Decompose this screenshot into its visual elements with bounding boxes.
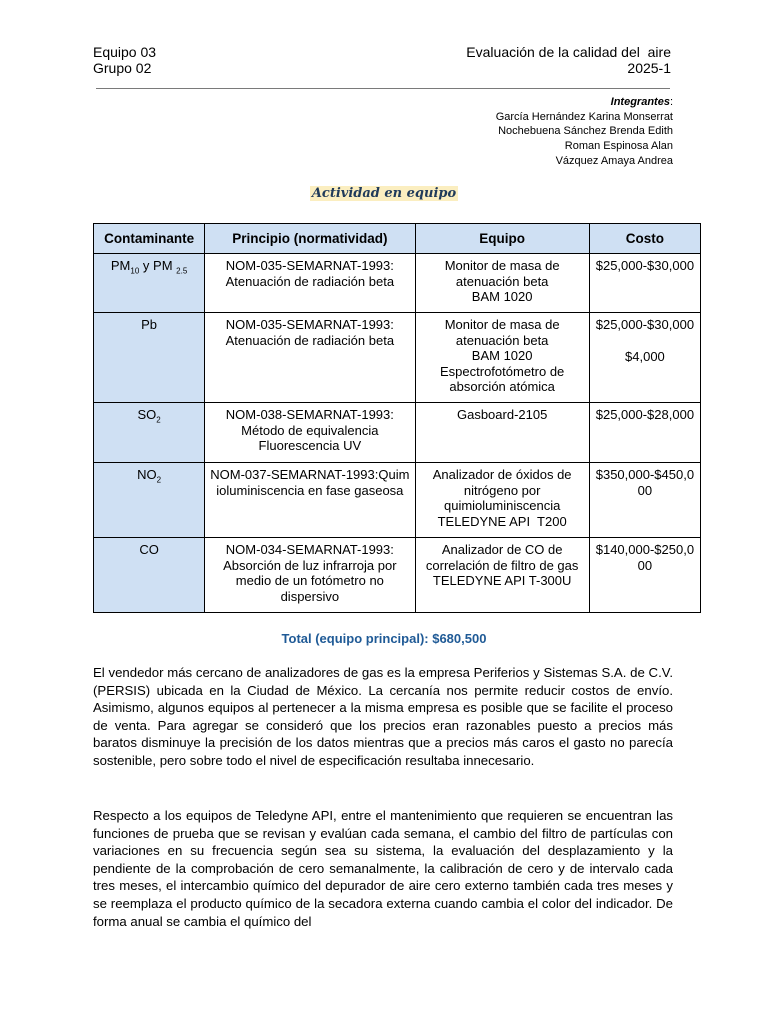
paragraph: Respecto a los equipos de Teledyne API, entre el mantenimiento que requieren se encuentran las funciones de prueba que se revisan y evalúan cada semana, el cambio del filtro de partículas con variaciones en su frecuencia según sea su sistema, la evaluación del desplazamiento y la pendiente de la comprobación de cero semanalmente, la calibración de cero y de intervalo cada tres meses, el intercambio químico del depurador de aire cero externo también cada tres meses y se reemplaza el producto químico de la secadora externa cuando cambia el color del indicador. De forma anual se cambia el químico del (93, 808, 673, 929)
table-row (94, 403, 701, 463)
table-header-row (94, 224, 701, 254)
cell-principio: NOM-037-SEMARNAT-1993:Quimioluminiscencia en fase gaseosa (205, 463, 415, 538)
col-header-costo: Costo (589, 224, 700, 254)
member-name: Vázquez Amaya Andrea (555, 154, 673, 167)
cell-costo: $25,000-$28,000 (589, 403, 700, 463)
equipment-table (93, 223, 701, 613)
team-label: Equipo 03 (93, 44, 157, 60)
header-right (466, 44, 671, 76)
member-name: Roman Espinosa Alan (564, 140, 673, 153)
cell-costo: $350,000-$450,000 (589, 463, 700, 538)
course-title: Evaluación de la calidad del aire (466, 44, 671, 60)
cell-principio: NOM-035-SEMARNAT-1993: Atenuación de radiación beta (205, 254, 415, 313)
cell-equipo: Monitor de masa de atenuación beta BAM 1020 Espectrofotómetro de absorción atómica (415, 313, 589, 403)
cell-contaminante: CO (94, 538, 205, 613)
cell-contaminante: $NO_2$ (94, 463, 205, 538)
col-header-contaminante: Contaminante (94, 224, 205, 254)
col-header-principio: Principio (normatividad) (205, 224, 415, 254)
cell-equipo: Analizador de CO de correlación de filtro de gas TELEDYNE API T-300U (415, 538, 589, 613)
activity-title: Actividad en equipo (311, 186, 457, 201)
col-header-equipo: Equipo (415, 224, 589, 254)
header-divider (96, 88, 670, 89)
cell-principio: NOM-038-SEMARNAT-1993: Método de equivalencia Fluorescencia UV (205, 403, 415, 463)
cell-costo: $140,000-$250,000 (589, 538, 700, 613)
cell-contaminante: $SO_2$ (94, 403, 205, 463)
group-label: Grupo 02 (93, 60, 152, 76)
table-row (94, 538, 701, 613)
table-row (94, 313, 701, 403)
member-name: García Hernández Karina Monserrat (495, 110, 673, 123)
header-left (93, 44, 156, 76)
cell-equipo: Monitor de masa de atenuación beta BAM 1020 (415, 254, 589, 313)
activity-heading (0, 184, 768, 202)
cell-equipo: Analizador de óxidos de nitrógeno por quimioluminiscencia TELEDYNE API T200 (415, 463, 589, 538)
paragraph: El vendedor más cercano de analizadores de gas es la empresa Periferios y Sistemas S.A. de C.V. (PERSIS) ubicada en la Ciudad de México. La cercanía nos permite reducir costos de envío. Asimismo, algunos equipos al pertenecer a la misma empresa es posible que se facilite el proceso de venta. Para agregar se consideró que los precios eran razonables puesto a precios más baratos disminuye la precisión de los datos mientras que a precios más caros el gasto no parecía sostenible, pero sobre todo el nivel de especificación resultaba innecesario. (93, 665, 673, 768)
cell-costo: $25,000-$30,000 (589, 254, 700, 313)
cell-principio: NOM-035-SEMARNAT-1993: Atenuación de radiación beta (205, 313, 415, 403)
members-title: Integrantes (610, 96, 670, 108)
cell-contaminante: $PM_{10}$ y PM $_{2.5}$ (94, 254, 205, 313)
cell-principio: NOM-034-SEMARNAT-1993: Absorción de luz infrarroja por medio de un fotómetro no dispersivo (205, 538, 415, 613)
cell-contaminante: Pb (94, 313, 205, 403)
table-row (94, 254, 701, 313)
cell-equipo: Gasboard-2105 (415, 403, 589, 463)
total-line: Total (equipo principal): $680,500 (281, 631, 487, 646)
term-label: 2025-1 (627, 60, 671, 76)
members-block: Integrantes: García Hernández Karina Monserrat Nochebuena Sánchez Brenda Edith Roman Espinosa Alan Vázquez Amaya Andrea (495, 96, 673, 167)
table-row (94, 463, 701, 538)
member-name: Nochebuena Sánchez Brenda Edith (498, 125, 673, 138)
cell-costo: $25,000-$30,000 $4,000 (589, 313, 700, 403)
